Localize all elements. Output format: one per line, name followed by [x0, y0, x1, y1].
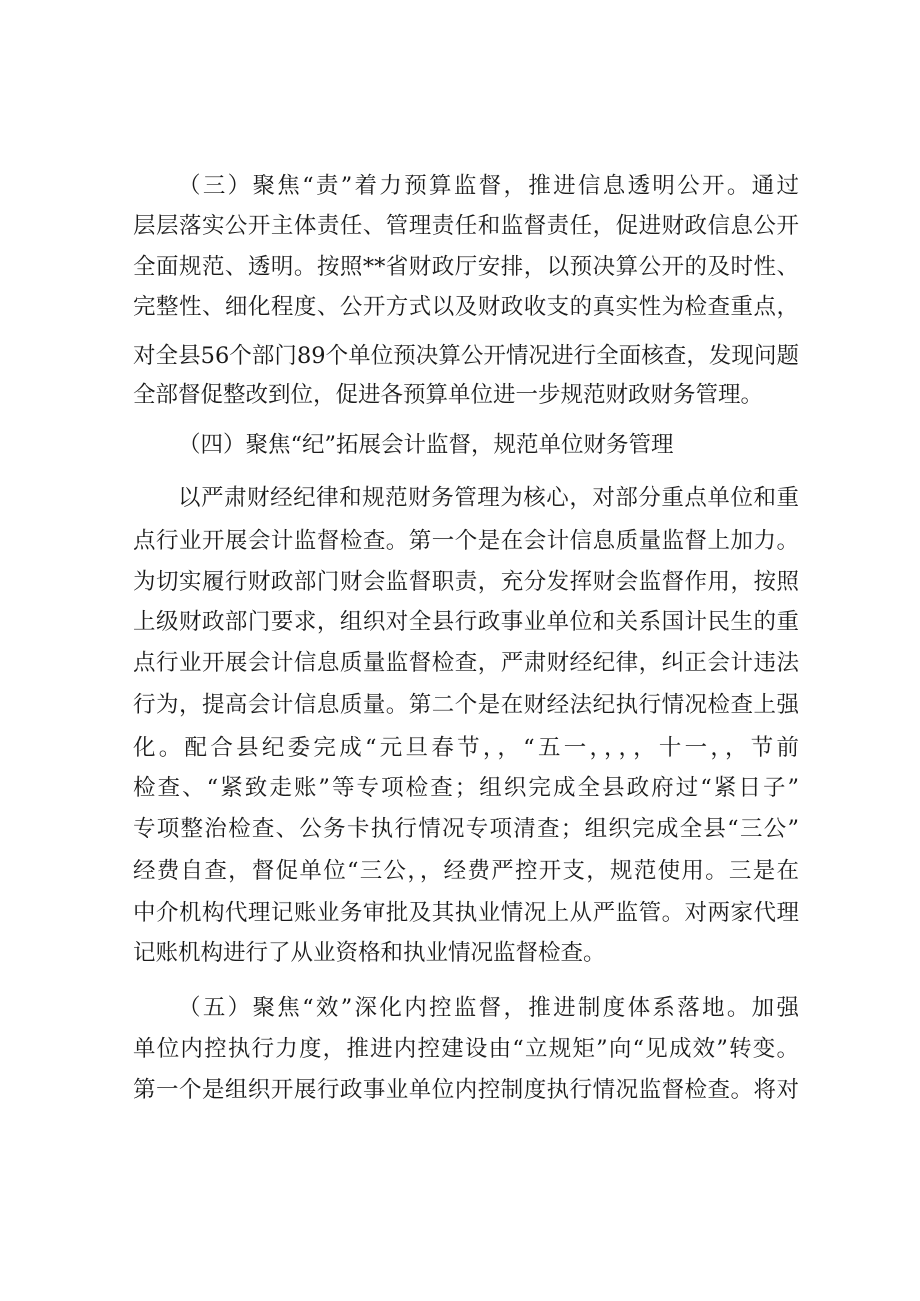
paragraph-4-line-8: 检查、“紧致走账”等专项检查；组织完成全县政府过“紧日子”	[133, 775, 799, 801]
paragraph-4-line-6: 行为，提高会计信息质量。第二个是在财经法纪执行情况检查上强	[133, 692, 799, 718]
paragraph-4-line-3: 为切实履行财政部门财会监督职责，充分发挥财会监督作用，按照	[133, 569, 799, 595]
paragraph-4-line-11: 中介机构代理记账业务审批及其执业情况上从严监管。对两家代理	[133, 900, 799, 926]
paragraph-5-line-1: （五）聚焦“效”深化内控监督，推进制度体系落地。加强	[178, 995, 799, 1021]
paragraph-3-line-6: 全部督促整改到位，促进各预算单位进一步规范财政财务管理。	[133, 382, 764, 408]
paragraph-4-line-7: 化。配合县纪委完成“元旦春节，，“五一，，，，十一，，节前	[133, 735, 799, 761]
section-4-heading: （四）聚焦“纪”拓展会计监督，规范单位财务管理	[178, 432, 674, 458]
paragraph-4-line-10: 经费自查，督促单位“三公，，经费严控开支，规范使用。三是在	[133, 858, 799, 884]
paragraph-5-line-2: 单位内控执行力度，推进内控建设由“立规矩”向“见成效”转变。	[133, 1036, 799, 1062]
paragraph-4-line-4: 上级财政部门要求，组织对全县行政事业单位和关系国计民生的重	[133, 609, 799, 635]
paragraph-3-line-1: （三）聚焦“责”着力预算监督，推进信息透明公开。通过	[178, 173, 799, 199]
paragraph-3-line-5: 对全县56个部门89个单位预决算公开情况进行全面核查，发现问题	[133, 343, 799, 369]
paragraph-4-line-1: 以严肃财经纪律和规范财务管理为核心，对部分重点单位和重	[178, 485, 799, 511]
paragraph-4-line-2: 点行业开展会计监督检查。第一个是在会计信息质量监督上加力。	[133, 528, 799, 554]
paragraph-3-line-2: 层层落实公开主体责任、管理责任和监督责任，促进财政信息公开	[133, 213, 799, 239]
paragraph-4-line-12: 记账机构进行了从业资格和执业情况监督检查。	[133, 940, 606, 966]
paragraph-5-line-3: 第一个是组织开展行政事业单位内控制度执行情况监督检查。将对	[133, 1077, 799, 1103]
paragraph-3-line-4: 完整性、细化程度、公开方式以及财政收支的真实性为检查重点，	[133, 294, 799, 320]
paragraph-3-line-3: 全面规范、透明。按照**省财政厅安排，以预决算公开的及时性、	[133, 254, 799, 280]
paragraph-4-line-5: 点行业开展会计信息质量监督检查，严肃财经纪律，纠正会计违法	[133, 650, 799, 676]
paragraph-4-line-9: 专项整治检查、公务卡执行情况专项清查；组织完成全县“三公”	[133, 816, 799, 842]
